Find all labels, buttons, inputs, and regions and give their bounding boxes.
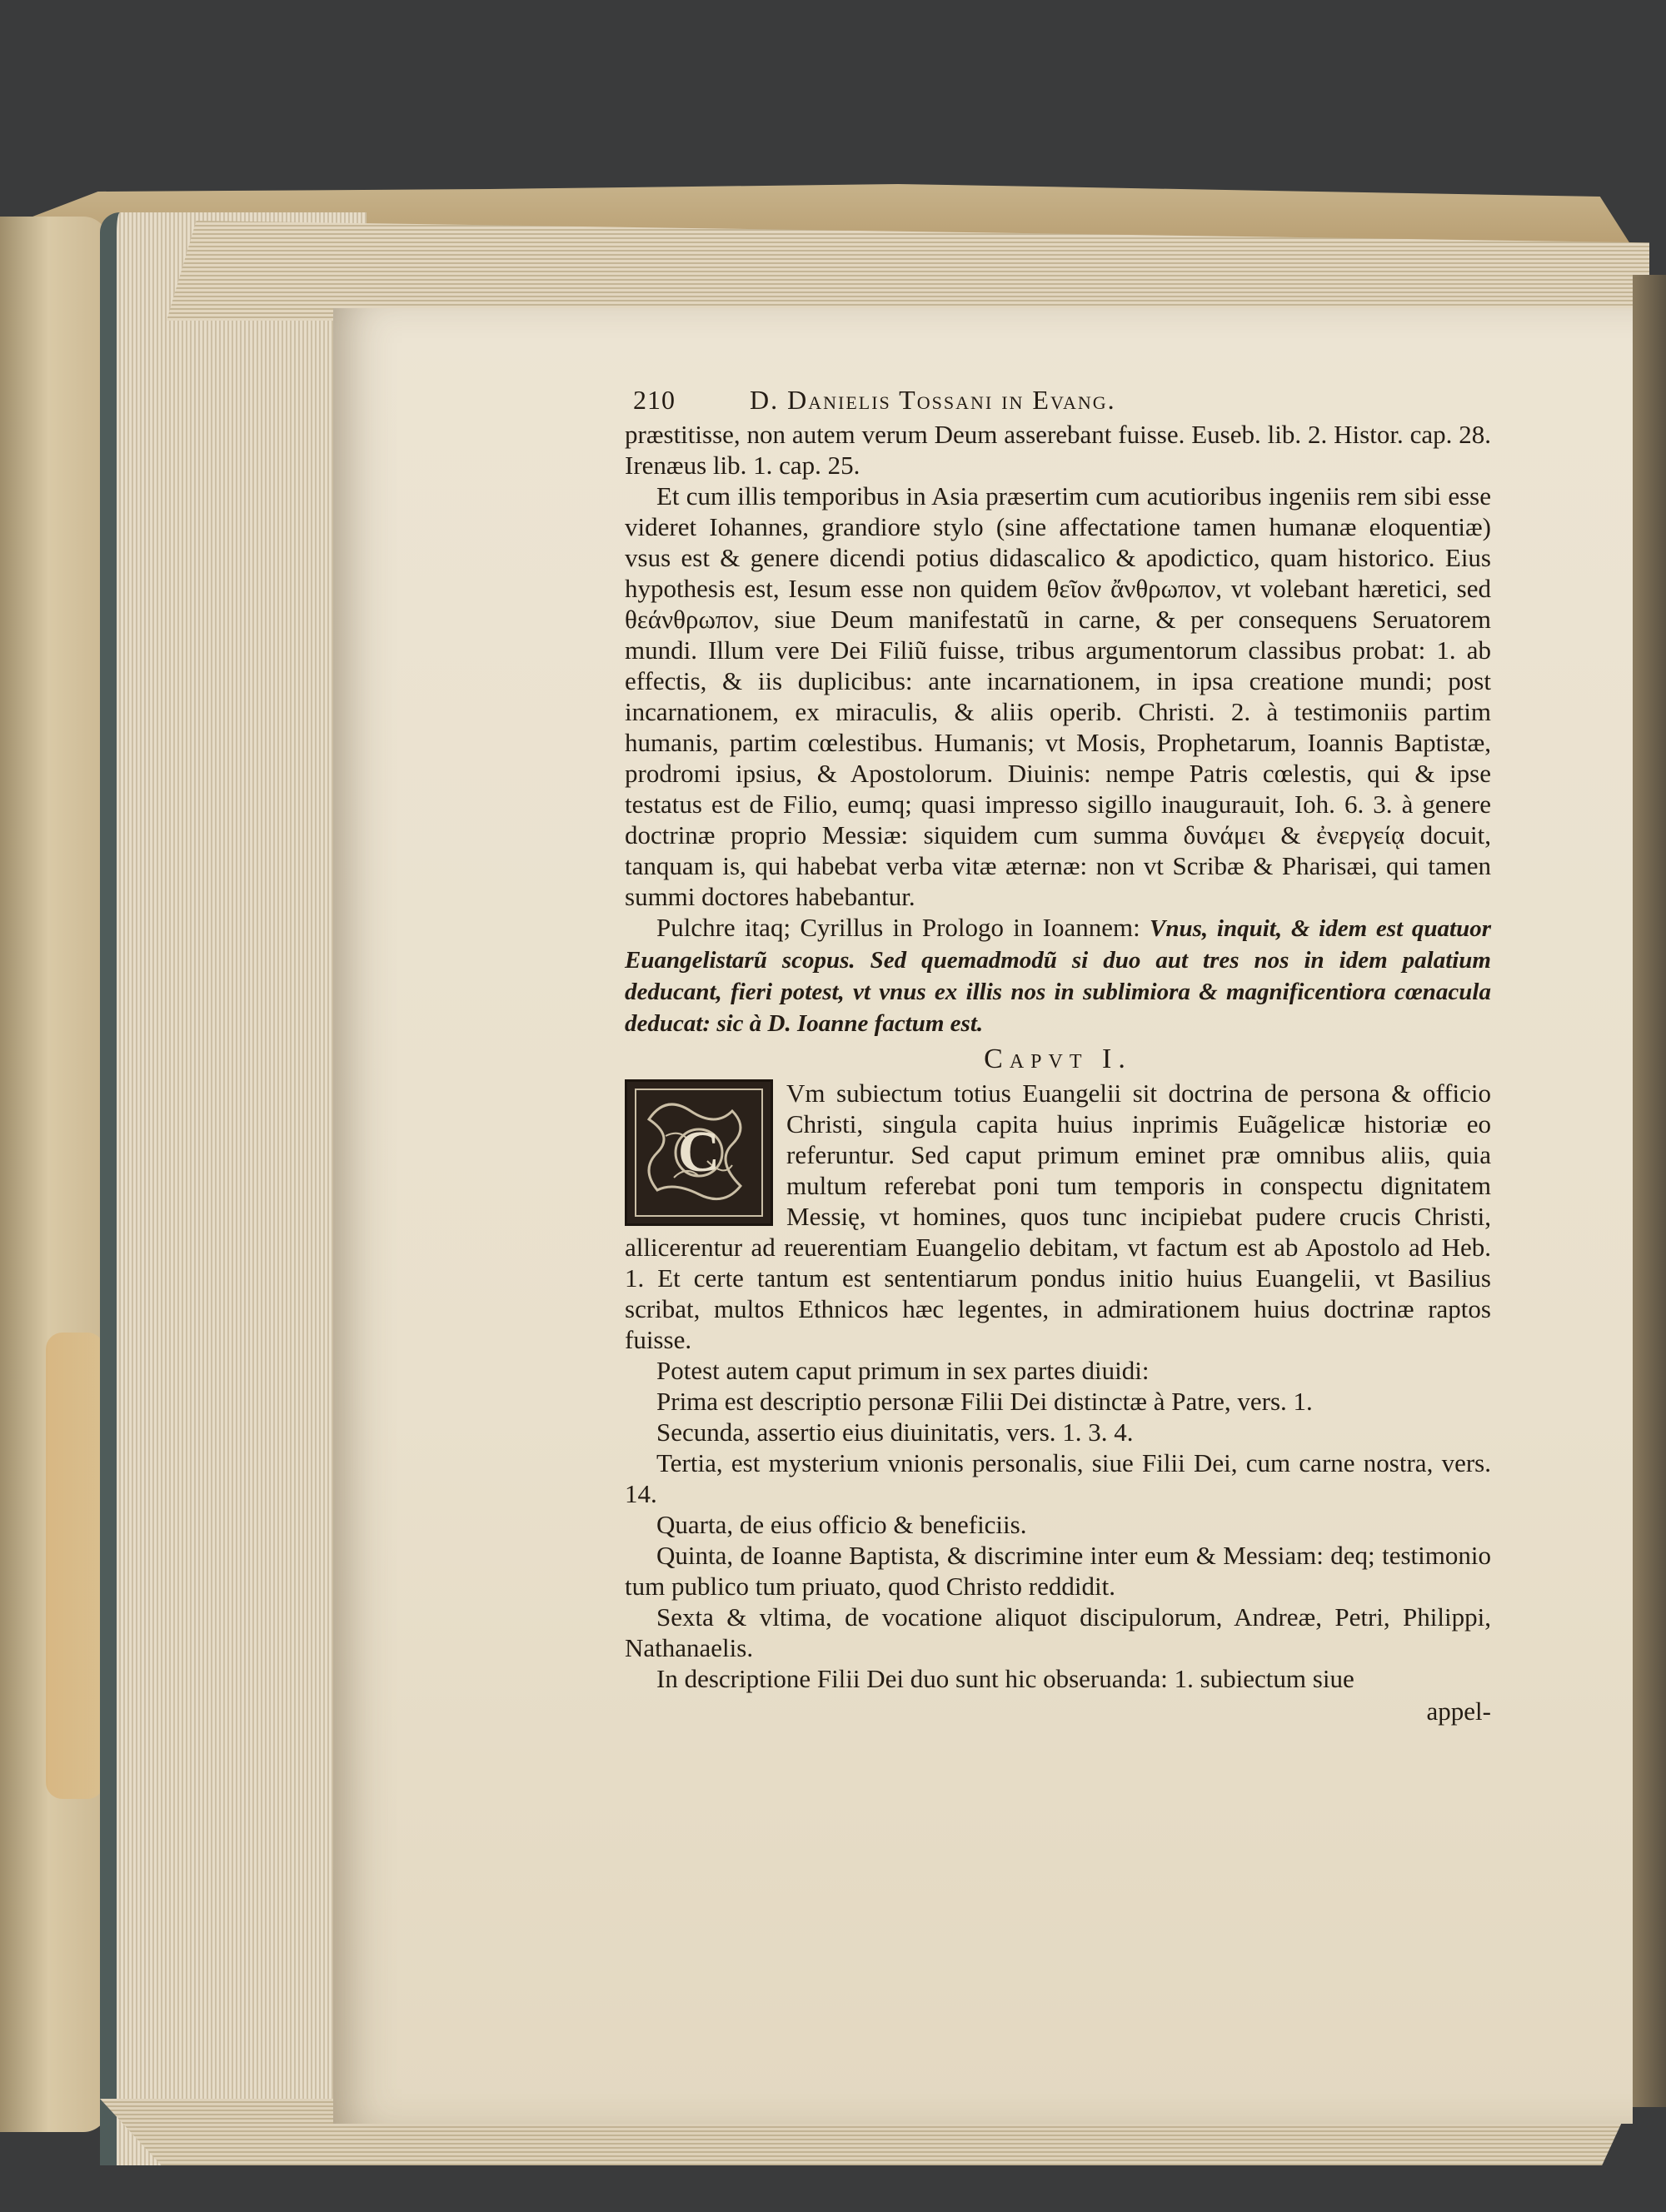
page-number: 210: [633, 385, 676, 415]
paragraph: Et cum illis temporibus in Asia præsertim cum acutioribus ingeniis rem sibi esse videret Iohannes, grandiore stylo (sine affectatione tamen humanæ eloquentiæ) vsus est & genere dicendi potius didascalico & apodictico, quam historico. Eius hypothesis est, Iesum esse non quidem θεῖον ἄνθρωπον, vt volebant hæretici, sed θεάνθρωπον, siue Deum manifestatũ in carne, & per consequens Seruatorem mundi. Illum vere Dei Filiũ fuisse, tribus argumentorum classibus probat: 1. ab effectis, & iis duplicibus: ante incarnationem, in ipsa creatione mundi; post incarnationem, ex miraculis, & aliis operib. Christi. 2. à testimoniis partim humanis, partim cœlestibus. Humanis; vt Mosis, Prophetarum, Ioannis Baptistæ, prodromi ipsius, & Apostolorum. Diuinis: nempe Patris cœlestis, qui & ipse testatus est de Filio, eumq; quasi impresso sigillo inaugurauit, Ioh. 6. 3. à genere doctrinæ proprio Messiæ: siquidem cum summa δυνάμει & ἐνεργείᾳ docuit, tanquam is, qui habebat verba vitæ æternæ: non vt Scribæ & Pharisæi, qui tamen summi doctores habebantur.: [625, 481, 1491, 911]
right-cover-edge: [1633, 275, 1666, 2107]
list-item: Secunda, assertio eius diuinitatis, vers. 1. 3. 4.: [656, 1417, 1134, 1447]
continued-text: præstitisse, non autem verum Deum asserebant fuisse. Euseb. lib. 2. Histor. cap. 28. Irenæus lib. 1. cap. 25.: [625, 420, 1491, 480]
division-list: [625, 1355, 1491, 1694]
list-item: Quinta, de Ioanne Baptista, & discrimine inter eum & Messiam: deq; testimonio tum publico tum priuato, quod Christo reddidit.: [625, 1541, 1491, 1601]
list-item: Sexta & vltima, de vocatione aliquot discipulorum, Andreæ, Petri, Philippi, Nathanaelis.: [625, 1602, 1491, 1662]
list-item: Quarta, de eius officio & beneficiis.: [656, 1510, 1027, 1539]
list-item: Prima est descriptio personæ Filii Dei distinctæ à Patre, vers. 1.: [656, 1387, 1313, 1416]
list-intro: Potest autem caput primum in sex partes diuidi:: [656, 1356, 1150, 1385]
chapter-heading: Capvt I.: [984, 1044, 1132, 1074]
chapter-body: [625, 1078, 1491, 1355]
list-item: Tertia, est mysterium vnionis personalis, siue Filii Dei, cum carne nostra, vers. 14.: [625, 1448, 1491, 1508]
page-text-block: [625, 385, 1491, 1726]
page-stack-edge: [100, 212, 367, 2165]
catchword: appel-: [1426, 1696, 1491, 1726]
paragraph-lead: Pulchre itaq; Cyrillus in Prologo in Ioannem:: [656, 913, 1150, 942]
svg-text:C: C: [677, 1120, 721, 1184]
left-page-stain: [46, 1333, 104, 1799]
chapter-paragraph: Vm subiectum totius Euangelii sit doctrina de persona & officio Christi, singula capita huius inprimis Euãgelicæ historiæ eo referuntur. Sed caput primum eminet præ omnibus aliis, quia multum referebat poni tum temporis in conspectu dignitatem Messię, vt homines, quos tunc incipiebat pudere crucis Christi, allicerentur ad reuerentiam Euangelio debitam, vt factum est ab Apostolo ad Heb. 1. Et certe tantum est sententiarum pondus initio huius Euangelii, vt Basilius scribat, multos Ethnicos hæc legentes, in admirationem huius doctrinæ raptos fuisse.: [625, 1079, 1491, 1354]
list-item: In descriptione Filii Dei duo sunt hic obseruanda: 1. subiectum siue: [656, 1664, 1354, 1693]
decorated-initial: [625, 1079, 773, 1226]
left-page-edge: [0, 217, 108, 2132]
quotation-italic: Vnus, inquit, & idem est quatuor Euangelistarũ scopus. Sed quemadmodũ si duo aut tres nos in idem palatium deducant, fieri potest, vt vnus ex illis nos in sublimiora & magnificentiora cœnacula deducat: sic à D. Ioanne factum est.: [625, 915, 1492, 1037]
running-head: D. Danielis Tossani in Evang.: [750, 385, 1116, 415]
running-header: [625, 385, 1491, 416]
paragraph-cyrillus: [625, 912, 1491, 1039]
ornament-icon: [632, 1086, 766, 1219]
